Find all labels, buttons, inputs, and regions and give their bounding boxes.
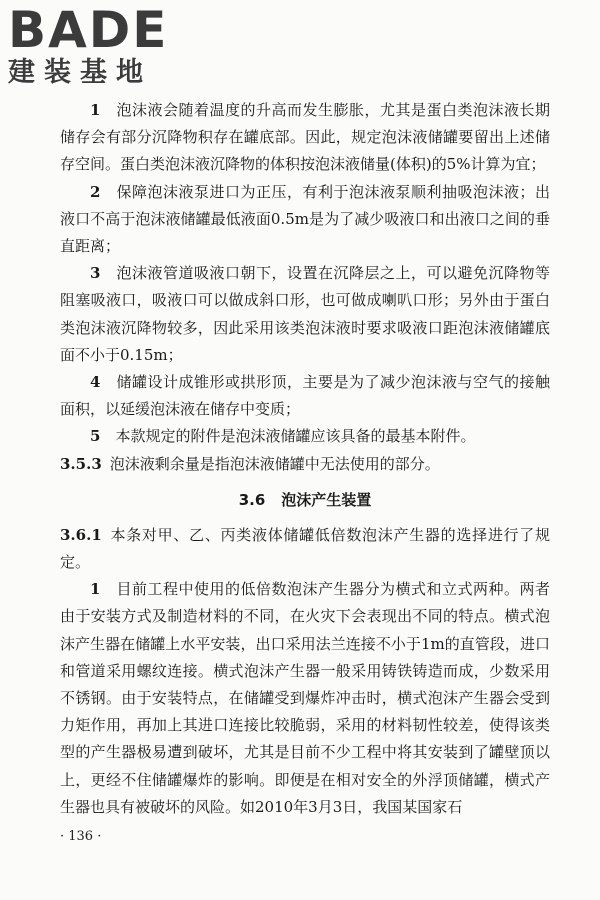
document-body xyxy=(60,97,550,821)
item-number: 1 xyxy=(90,580,101,599)
clause-text: 泡沫液剩余量是指泡沫液储罐中无法使用的部分。 xyxy=(109,454,440,473)
section-title: 泡沫产生装置 xyxy=(281,490,372,509)
item-number: 3 xyxy=(90,264,101,283)
paragraph-3-6-1-1 xyxy=(60,576,550,821)
item-text: 目前工程中使用的低倍数泡沫产生器分为横式和立式两种。两者由于安装方式及制造材料的不同，在火灾下会表现出不同的特点。横式泡沫产生器在储罐上水平安装，出口采用法兰连接不小于1m的直管段，进口和管道采用螺纹连接。横式泡沫产生器一般采用铸铁铸造而成，少数采用不锈钢。由于安装特点，在储罐受到爆炸冲击时，横式泡沫产生器会受到力矩作用，再加上其进口连接比较脆弱，采用的材料韧性较差，使得该类型的产生器极易遭到破坏，尤其是目前不少工程中将其安装到了罐壁顶以上，更经不住储罐爆炸的影响。即便是在相对安全的外浮顶储罐，横式产生器也具有被破坏的风险。如2010年3月3日，我国某国家石 xyxy=(60,580,550,816)
paragraph-5 xyxy=(60,423,550,450)
item-text: 泡沫液管道吸液口朝下，设置在沉降层之上，可以避免沉降物等阻塞吸液口，吸液口可以做成斜口形，也可做成喇叭口形；另外由于蛋白类泡沫液沉降物较多，因此采用该类泡沫液时要求吸液口距泡沫液储罐底面不小于0.15m； xyxy=(60,264,550,364)
bade-logo xyxy=(8,1,178,88)
logo-subtitle: 建装基地 xyxy=(8,57,152,88)
clause-number: 3.6.1 xyxy=(60,525,102,544)
clause-number: 3.5.3 xyxy=(60,454,102,473)
paragraph-4 xyxy=(60,369,550,423)
item-text: 储罐设计成锥形或拱形顶，主要是为了减少泡沫液与空气的接触面积，以延缓泡沫液在储存中变质； xyxy=(60,373,550,419)
section-heading xyxy=(60,487,550,513)
paragraph-3 xyxy=(60,260,550,369)
item-number: 5 xyxy=(90,427,101,446)
paragraph-2 xyxy=(60,179,550,261)
item-number: 4 xyxy=(90,373,101,392)
item-text: 本款规定的附件是泡沫液储罐应该具备的最基本附件。 xyxy=(115,427,476,446)
paragraph-1 xyxy=(60,97,550,179)
item-number: 2 xyxy=(90,182,101,201)
clause-3-6-1 xyxy=(60,522,550,576)
item-text: 保障泡沫液泵进口为正压，有利于泡沫液泵顺利抽吸泡沫液；出液口不高于泡沫液储罐最低液面0.5m是为了减少吸液口和出液口之间的垂直距离； xyxy=(60,182,550,256)
item-text: 泡沫液会随着温度的升高而发生膨胀，尤其是蛋白类泡沫液长期储存会有部分沉降物积存在罐底部。因此，规定泡沫液储罐要留出上述储存空间。蛋白类泡沫液沉降物的体积按泡沫液储量(体积)的5%计算为宜； xyxy=(60,101,550,174)
logo-brand: BADE xyxy=(8,1,169,59)
clause-text: 本条对甲、乙、丙类液体储罐低倍数泡沫产生器的选择进行了规定。 xyxy=(60,525,550,572)
section-number: 3.6 xyxy=(238,490,266,509)
clause-3-5-3 xyxy=(60,451,550,478)
item-number: 1 xyxy=(90,101,101,119)
page-number: · 136 · xyxy=(60,829,102,844)
